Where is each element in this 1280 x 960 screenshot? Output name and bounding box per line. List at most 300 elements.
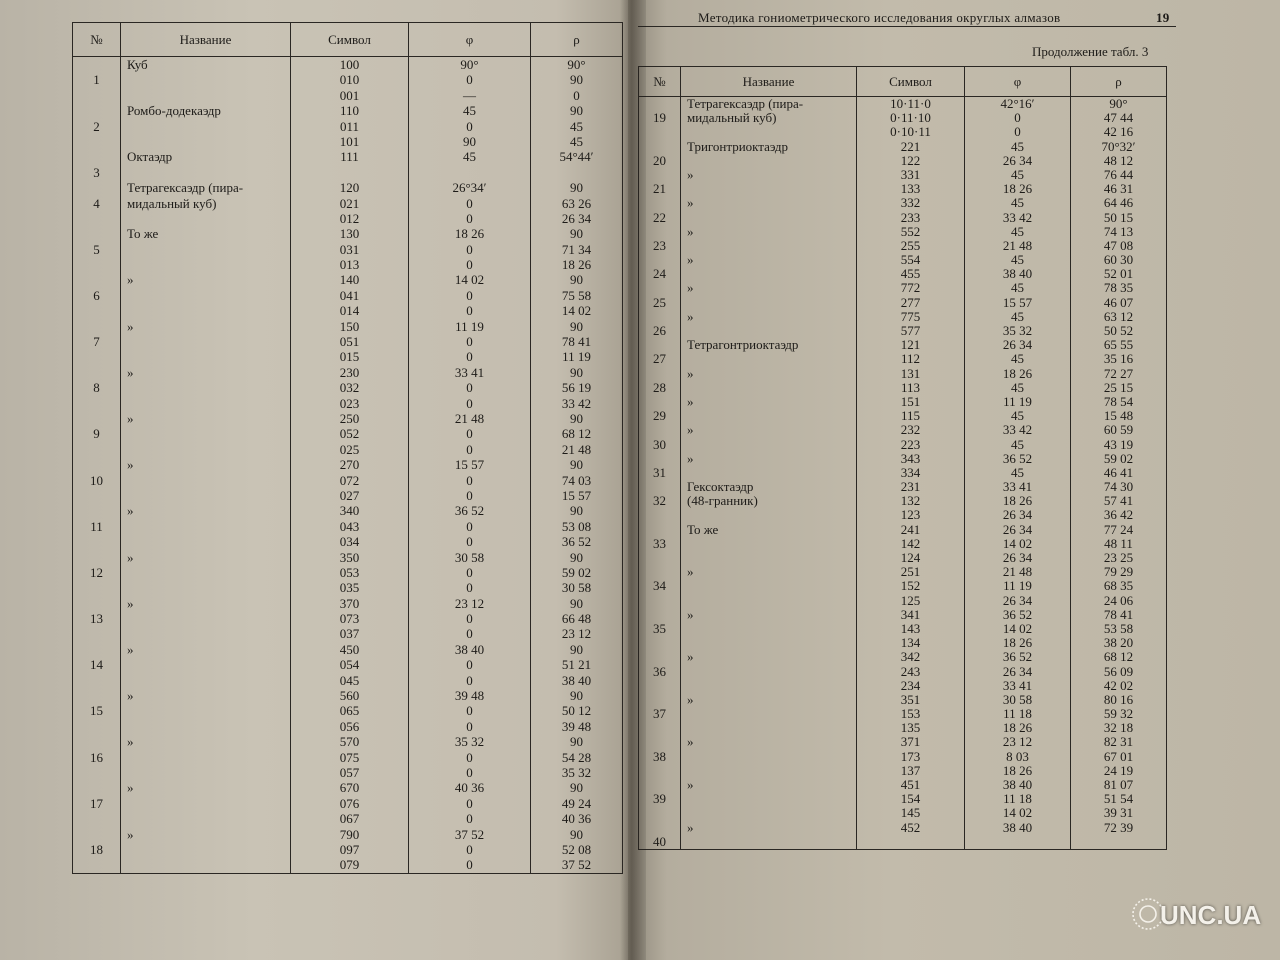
rho-value-line: 52 01 [1103, 266, 1134, 282]
phi-value-line: 0 [466, 534, 473, 550]
rho-value-line: 75 58 [561, 287, 592, 303]
symbol-value-line: 137 [900, 762, 921, 778]
row-number [73, 365, 121, 411]
symbol-value [857, 565, 965, 608]
table-row [639, 821, 1167, 850]
symbol-value-line: 451 [900, 777, 921, 792]
form-name-line: » [127, 318, 134, 334]
phi-value-line: 18 26 [1002, 493, 1033, 509]
table-row [73, 149, 623, 180]
symbol-value-line: 577 [900, 323, 921, 338]
rho-value-line: 57 41 [1103, 493, 1134, 509]
table-row [73, 734, 623, 780]
symbol-value-line: 554 [900, 252, 921, 268]
rho-value [1071, 338, 1167, 366]
phi-value-line: 11 18 [1003, 706, 1032, 722]
phi-value-line: 45 [1011, 223, 1024, 239]
symbol-value-line: 124 [900, 550, 921, 565]
rho-value-line: 23 25 [1103, 550, 1134, 565]
phi-value-line: 26°34′ [452, 180, 487, 196]
rho-value-line: 78 35 [1103, 280, 1134, 296]
symbol-value-line: 115 [900, 408, 921, 424]
rho-value [1071, 253, 1167, 281]
row-number-text: 6 [93, 287, 100, 303]
phi-value-line: 0 [466, 518, 473, 534]
symbol-value-line: 250 [339, 410, 360, 426]
form-name-line: » [687, 308, 694, 324]
phi-value-line: 0 [466, 764, 473, 780]
phi-value [965, 310, 1071, 338]
symbol-value-line: 243 [900, 663, 921, 679]
rho-value [1071, 168, 1167, 196]
phi-value-line: 0 [466, 657, 473, 673]
symbol-value-line: 232 [900, 422, 921, 438]
form-name-line: » [687, 166, 694, 182]
phi-value-line: 36 52 [1002, 606, 1033, 622]
symbol-value-line: 112 [900, 351, 921, 367]
rho-value-line: 35 16 [1103, 351, 1134, 367]
rho-value-line: 32 18 [1103, 720, 1134, 736]
table-row [639, 168, 1167, 196]
form-name [121, 734, 291, 780]
symbol-value [291, 596, 409, 642]
rho-value [1071, 523, 1167, 566]
phi-value-line: 0 [466, 857, 473, 873]
phi-value-line: 26 34 [1002, 550, 1033, 565]
phi-value-line: 38 40 [1002, 819, 1033, 835]
rho-value-line: 59 32 [1103, 706, 1134, 722]
phi-value-line: 30 58 [1002, 691, 1033, 707]
phi-value-line: 38 40 [1002, 777, 1033, 792]
form-name-line: мидальный куб) [127, 195, 217, 211]
phi-value-line: 33 42 [1002, 209, 1033, 225]
symbol-value-line: 140 [339, 272, 360, 288]
form-name [681, 367, 857, 395]
row-number-text: 23 [653, 237, 666, 253]
phi-value-line: 0 [466, 395, 473, 411]
phi-value-line: 0 [466, 472, 473, 488]
symbol-value [291, 365, 409, 411]
symbol-value-line: 132 [900, 493, 921, 509]
form-name-line: » [687, 393, 694, 409]
form-name [681, 310, 857, 338]
table-row [639, 310, 1167, 338]
phi-value-line: 45 [1011, 408, 1024, 424]
table-row [73, 688, 623, 734]
symbol-value-line: 152 [900, 578, 921, 594]
form-name-line: » [687, 691, 694, 707]
rho-value [1071, 196, 1167, 224]
phi-value-line: 35 32 [454, 734, 485, 750]
table-continuation-label: Продолжение табл. 3 [1032, 44, 1149, 59]
table-row [639, 480, 1167, 523]
row-number-text: 40 [653, 833, 666, 849]
form-name-line: Тетрагексаэдр (пира- [687, 96, 804, 111]
phi-value-line: 0 [466, 241, 473, 257]
phi-value [409, 734, 531, 780]
row-number [73, 734, 121, 780]
row-number-text: 18 [90, 841, 103, 857]
table-row [639, 281, 1167, 309]
row-number-text: 27 [653, 351, 666, 367]
running-title: Методика гониометрического исследования округлых алмазов [698, 10, 1061, 25]
rho-value-line: 50 52 [1103, 323, 1134, 338]
rho-value-line: 39 48 [561, 718, 592, 734]
table-row [73, 57, 623, 104]
rho-value-line: 66 48 [561, 611, 592, 627]
symbol-value-line: 100 [339, 57, 360, 72]
phi-value-line: 36 52 [1002, 649, 1033, 665]
rho-value [531, 226, 623, 272]
row-number-text: 33 [653, 535, 666, 551]
phi-value-line: 11 19 [1003, 393, 1032, 409]
phi-value-line: 0 [466, 672, 473, 688]
row-number [73, 642, 121, 688]
rho-value-line: 90 [570, 318, 583, 334]
symbol-value-line: 111 [340, 149, 359, 165]
rho-value-line: 39 31 [1103, 805, 1134, 821]
rho-value-line: 90° [1109, 96, 1128, 111]
form-name [681, 778, 857, 821]
phi-value-line: 0 [466, 118, 473, 134]
rho-value [531, 103, 623, 149]
phi-value-line: 38 40 [454, 641, 485, 657]
col-header-symbol: Символ [291, 23, 409, 57]
rho-value [1071, 565, 1167, 608]
symbol-value-line: 035 [339, 580, 360, 596]
symbol-value [291, 642, 409, 688]
row-number-text: 20 [653, 152, 666, 168]
form-name-line: » [687, 280, 694, 296]
symbol-value-line: 370 [339, 595, 360, 611]
row-number-text: 32 [653, 493, 666, 509]
table-row [73, 503, 623, 549]
table-row [639, 650, 1167, 693]
row-number [73, 688, 121, 734]
rho-value-line: 30 58 [561, 580, 592, 596]
form-name-line: Тетрагонтриоктаэдр [687, 337, 799, 353]
rho-value-line: 90 [570, 734, 583, 750]
form-name [121, 550, 291, 596]
form-name-line: Куб [127, 57, 148, 72]
rho-value-line: 45 [570, 118, 583, 134]
phi-value-line: 37 52 [454, 826, 485, 842]
table-row [639, 196, 1167, 224]
phi-value-line: 0 [466, 487, 473, 503]
table-row [639, 423, 1167, 451]
rho-value [531, 57, 623, 104]
form-name [681, 395, 857, 423]
symbol-value-line: 097 [339, 841, 360, 857]
symbol-value-line: 143 [900, 620, 921, 636]
row-number-text: 21 [653, 181, 666, 197]
rho-value-line: 60 59 [1103, 422, 1134, 438]
symbol-value [857, 310, 965, 338]
form-name [121, 272, 291, 318]
row-number [73, 457, 121, 503]
symbol-value-line: 012 [339, 210, 360, 226]
col-header-phi: φ [409, 23, 531, 57]
phi-value-line: 26 34 [1002, 507, 1033, 523]
form-name [681, 565, 857, 608]
form-name-line: » [687, 606, 694, 622]
rho-value-line: 60 30 [1103, 252, 1134, 268]
symbol-value-line: 054 [339, 657, 360, 673]
rho-value [531, 457, 623, 503]
phi-value-line: 26 34 [1002, 663, 1033, 679]
rho-value-line: 24 19 [1103, 762, 1134, 778]
symbol-value-line: 231 [900, 479, 921, 495]
symbol-value-line: 251 [900, 564, 921, 580]
row-number-text: 19 [653, 110, 666, 126]
rho-value-line: 47 08 [1103, 237, 1134, 253]
phi-value-line: 45 [1011, 195, 1024, 211]
table-row [639, 338, 1167, 366]
table-row [73, 827, 623, 874]
phi-value-line: 0 [466, 380, 473, 396]
form-name [121, 365, 291, 411]
phi-value [409, 226, 531, 272]
rho-value-line: 78 54 [1103, 393, 1134, 409]
phi-value-line: 0 [466, 749, 473, 765]
form-name [121, 226, 291, 272]
phi-value [965, 693, 1071, 736]
phi-value-line: 0 [466, 718, 473, 734]
form-name-line: » [687, 252, 694, 268]
table-row [639, 452, 1167, 480]
rho-value [1071, 367, 1167, 395]
rho-value-line: 63 26 [561, 195, 592, 211]
symbol-value-line: 021 [339, 195, 360, 211]
rho-value [531, 780, 623, 826]
symbol-value-line: 051 [339, 334, 360, 350]
form-name [681, 735, 857, 778]
phi-value-line: 11 19 [455, 318, 484, 334]
rho-value [531, 827, 623, 874]
phi-value-line: 30 58 [454, 549, 485, 565]
form-name [121, 57, 291, 104]
symbol-value-line: 331 [900, 166, 921, 182]
symbol-value [857, 821, 965, 850]
phi-value-line: 18 26 [1002, 365, 1033, 381]
row-number [73, 596, 121, 642]
left-page [0, 0, 632, 960]
symbol-value [857, 367, 965, 395]
symbol-value-line: 371 [900, 734, 921, 750]
symbol-value-line: 122 [900, 152, 921, 168]
form-name-line: » [127, 503, 134, 519]
form-name-line: Ромбо-додекаэдр [127, 103, 221, 119]
row-number-text: 36 [653, 663, 666, 679]
form-name [681, 97, 857, 140]
form-name-line: » [687, 819, 694, 835]
phi-value-line: 36 52 [454, 503, 485, 519]
rho-value-line: 90 [570, 503, 583, 519]
symbol-value-line: 340 [339, 503, 360, 519]
form-name-line: » [687, 450, 694, 466]
right-page [628, 0, 1280, 960]
form-name [121, 642, 291, 688]
phi-value-line: 42°16′ [1000, 96, 1035, 111]
rho-value-line: 46 07 [1103, 294, 1134, 310]
rho-value-line: 90 [570, 549, 583, 565]
symbol-value-line: 341 [900, 606, 921, 622]
phi-value-line: 39 48 [454, 688, 485, 704]
rho-value-line: 59 02 [1103, 450, 1134, 466]
symbol-value [857, 480, 965, 523]
row-number [73, 550, 121, 596]
table-row [639, 565, 1167, 608]
phi-value-line: 0 [1014, 124, 1021, 140]
phi-value [409, 827, 531, 874]
form-name-line: » [127, 688, 134, 704]
symbol-value [857, 140, 965, 168]
col-header-phi: φ [965, 67, 1071, 97]
row-number-text: 24 [653, 266, 666, 282]
rho-value-line: 54°44′ [559, 149, 594, 165]
rho-value-line: 90 [570, 72, 583, 88]
symbol-value-line: 153 [900, 706, 921, 722]
rho-value-line: 53 58 [1103, 620, 1134, 636]
form-name [121, 180, 291, 226]
phi-value-line: 45 [1011, 308, 1024, 324]
rho-value-line: 25 15 [1103, 379, 1134, 395]
rho-value-line: 52 08 [561, 841, 592, 857]
phi-value [409, 272, 531, 318]
rho-value-line: 11 19 [562, 349, 591, 365]
phi-value [965, 395, 1071, 423]
symbol-value-line: 233 [900, 209, 921, 225]
form-name [681, 480, 857, 523]
form-name-line: » [127, 457, 134, 473]
phi-value-line: 0 [466, 564, 473, 580]
phi-value [965, 281, 1071, 309]
rho-value [531, 272, 623, 318]
form-name [681, 338, 857, 366]
form-name-line: (48-гранник) [687, 493, 758, 509]
phi-value-line: 0 [466, 334, 473, 350]
rho-value-line: 54 28 [561, 749, 592, 765]
phi-value-line: 18 26 [454, 226, 485, 242]
symbol-value-line: 234 [900, 677, 921, 693]
phi-value-line: 40 36 [454, 780, 485, 796]
rho-value-line: 74 30 [1103, 479, 1134, 495]
symbol-value-line: 067 [339, 811, 360, 827]
rho-value [1071, 452, 1167, 480]
phi-value [409, 319, 531, 365]
row-number-text: 17 [90, 795, 103, 811]
rho-value-line: 63 12 [1103, 308, 1134, 324]
phi-value-line: 26 34 [1002, 521, 1033, 537]
symbol-value-line: 255 [900, 237, 921, 253]
rho-value-line: 18 26 [561, 257, 592, 273]
symbol-value-line: 670 [339, 780, 360, 796]
phi-value-line: 45 [1011, 351, 1024, 367]
form-name-line: » [687, 649, 694, 665]
rho-value-line: 90 [570, 641, 583, 657]
form-name-line: мидальный куб) [687, 110, 777, 126]
form-name [681, 253, 857, 281]
symbol-value-line: 013 [339, 257, 360, 273]
phi-value-line: 14 02 [1002, 620, 1033, 636]
rho-value-line: 40 36 [561, 811, 592, 827]
symbol-value-line: 10·11·0 [890, 96, 931, 111]
phi-value-line: 26 34 [1002, 152, 1033, 168]
phi-value-line: 0 [1014, 110, 1021, 126]
rho-value-line: 50 12 [561, 703, 592, 719]
rho-value [531, 688, 623, 734]
symbol-value-line: 150 [339, 318, 360, 334]
phi-value [965, 452, 1071, 480]
row-number [73, 319, 121, 365]
table-row [639, 608, 1167, 651]
rho-value-line: 71 34 [561, 241, 592, 257]
symbol-value-line: 027 [339, 487, 360, 503]
symbol-value [857, 693, 965, 736]
symbol-value [291, 226, 409, 272]
symbol-value-line: 221 [900, 138, 921, 154]
symbol-value-line: 343 [900, 450, 921, 466]
symbol-value-line: 130 [339, 226, 360, 242]
form-name [121, 149, 291, 180]
right-table-body [639, 97, 1167, 850]
symbol-value [857, 281, 965, 309]
symbol-value-line: 452 [900, 819, 921, 835]
symbol-value [857, 608, 965, 651]
book-gutter [620, 0, 646, 960]
form-name-line: » [127, 826, 134, 842]
rho-value-line: 33 42 [561, 395, 592, 411]
symbol-value-line: 125 [900, 592, 921, 608]
rho-value [1071, 608, 1167, 651]
rho-value-line: 90 [570, 688, 583, 704]
phi-value-line: 21 48 [1002, 564, 1033, 580]
form-name-line: » [127, 595, 134, 611]
rho-value [1071, 225, 1167, 253]
symbol-value [291, 550, 409, 596]
page-number: 19 [1156, 10, 1170, 25]
symbol-value [291, 411, 409, 457]
rho-value-line: 65 55 [1103, 337, 1134, 353]
phi-value-line: 35 32 [1002, 323, 1033, 338]
phi-value-line: 14 02 [1002, 805, 1033, 821]
symbol-value [291, 272, 409, 318]
rho-value-line: 59 02 [561, 564, 592, 580]
row-number [73, 226, 121, 272]
rho-value [1071, 693, 1167, 736]
symbol-value-line: 455 [900, 266, 921, 282]
right-table [638, 66, 1167, 850]
phi-value-line: 23 12 [454, 595, 485, 611]
row-number-text: 10 [90, 472, 103, 488]
rho-value-line: 79 29 [1103, 564, 1134, 580]
phi-value-line: 0 [466, 441, 473, 457]
rho-value-line: 90 [570, 180, 583, 196]
form-name-line: » [127, 272, 134, 288]
row-number-text: 13 [90, 611, 103, 627]
col-header-name: Название [121, 23, 291, 57]
symbol-value-line: 123 [900, 507, 921, 523]
phi-value-line: 0 [466, 703, 473, 719]
rho-value-line: 37 52 [561, 857, 592, 873]
rho-value-line: 68 12 [561, 426, 592, 442]
rho-value-line: 90 [570, 364, 583, 380]
symbol-value [857, 650, 965, 693]
phi-value [965, 778, 1071, 821]
symbol-value-line: 065 [339, 703, 360, 719]
phi-value-line: 11 19 [1003, 578, 1032, 594]
table-row [73, 103, 623, 149]
